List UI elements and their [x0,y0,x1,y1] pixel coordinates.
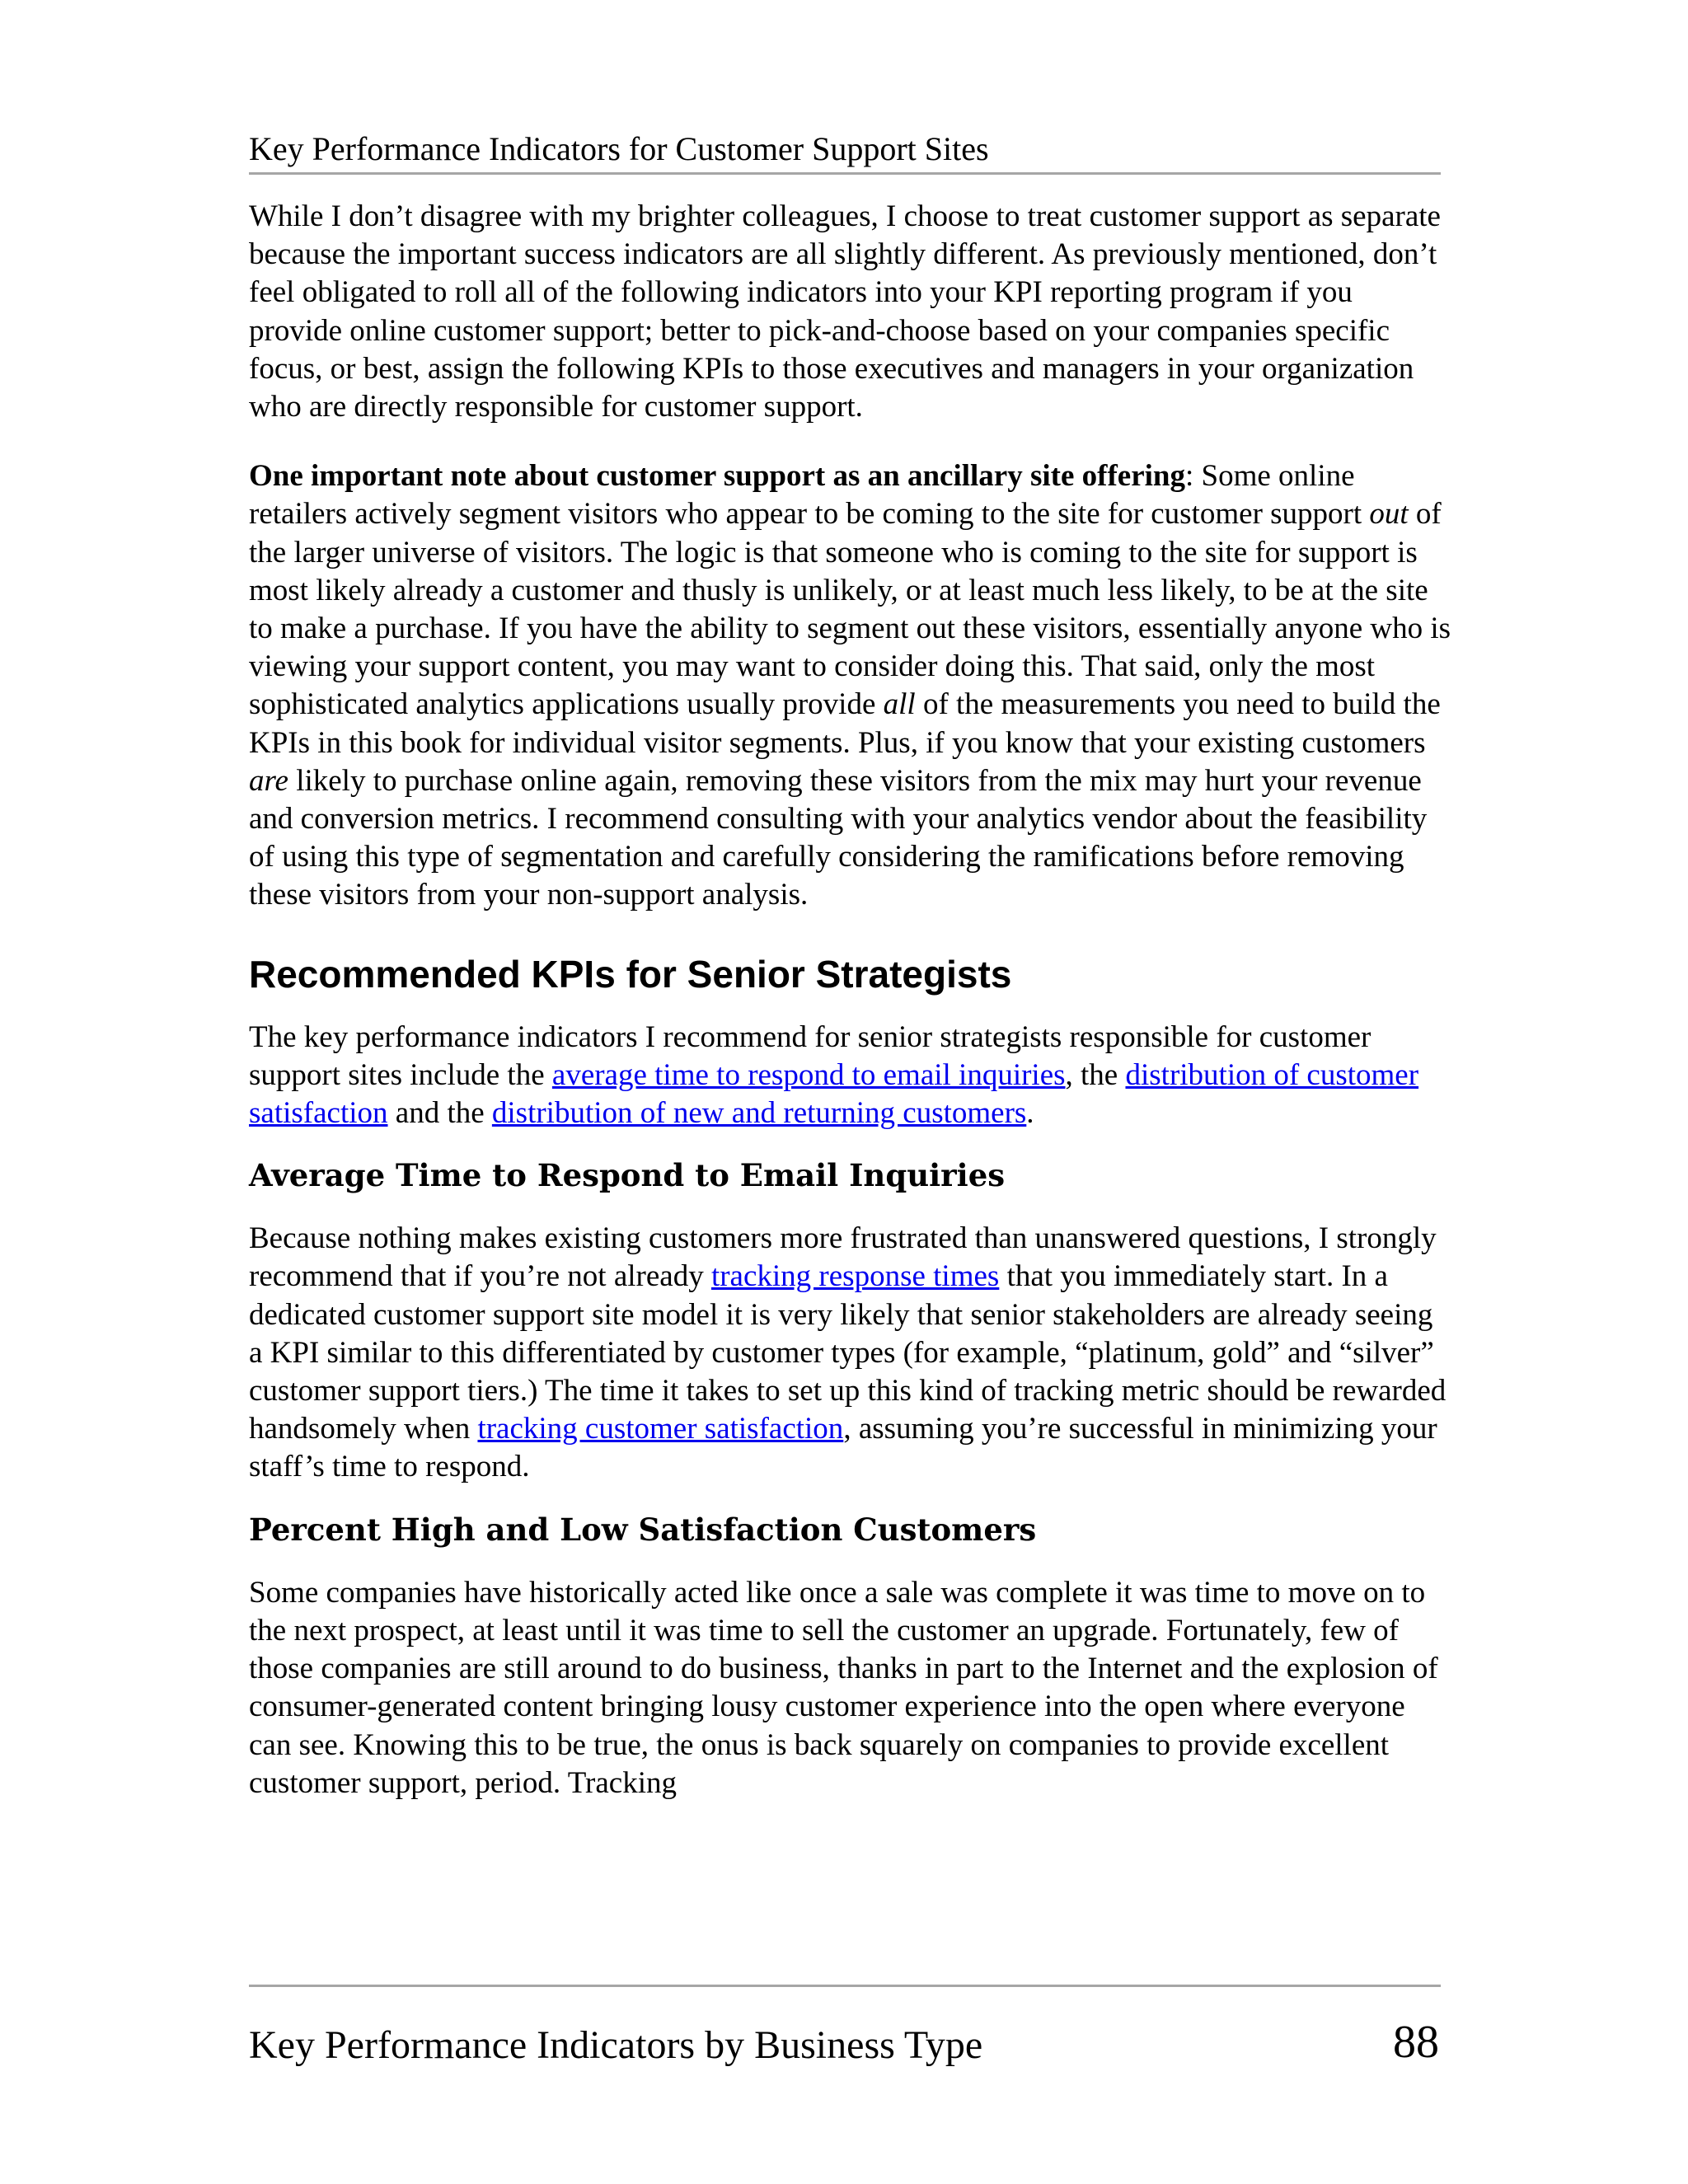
note-italic-out: out [1369,497,1409,532]
subheading-satisfaction: Percent High and Low Satisfaction Customers [249,1511,1037,1548]
footer-title: Key Performance Indicators by Business Type [249,2023,983,2067]
section-heading-senior-strategists: Recommended KPIs for Senior Strategists [249,952,1012,996]
page-content [249,198,1452,1802]
response-text-3: , assuming you’re successful in minimizing your staff’s time to respond. [249,1412,1437,1484]
link-average-time-to-respond[interactable]: average time to respond to email inquiries [551,1057,1066,1092]
response-text-1: Because nothing makes existing customers more frustrated than unanswered questions, I strongly recommend that if you’re not already [249,1221,1437,1294]
link-distribution-new-returning[interactable]: distribution of new and returning customers [491,1096,1027,1131]
subheading-average-time: Average Time to Respond to Email Inquiries [249,1157,1006,1194]
note-text-1: : Some online retailers actively segment visitors who appear to be coming to the site for customer support [249,459,1370,532]
note-italic-are: are [249,763,288,798]
kpi-text-3: and the [387,1096,492,1131]
note-italic-all: all [883,687,916,722]
intro-paragraph: While I don’t disagree with my brighter colleagues, I choose to treat customer support as separate because the important success indicators are all slightly different. As previously mentioned, don’t feel obligated to roll all of the following indicators into your KPI reporting program if you provide online customer support; better to pick-and-choose based on your companies specific focus, or best, assign the following KPIs to those executives and managers in your organization who are directly responsible for customer support. [249,199,1441,424]
kpi-text-1: The key performance indicators I recommend for senior strategists responsible for customer support sites include the [249,1019,1372,1092]
kpi-summary-paragraph [249,1019,1452,1133]
note-bold-lead: One important note about customer support as an ancillary site offering [249,459,1185,494]
note-paragraph [249,457,1452,914]
kpi-text-4: . [1026,1096,1034,1131]
response-text-2: that you immediately start. In a dedicated customer support site model it is very likely that senior stakeholders are already seeing a KPI similar to this differentiated by customer types (for example, “platinum, gold” and “silver” customer support tiers.) The time it takes to set up this kind of tracking metric should be rewarded handsomely when [249,1259,1447,1446]
page-number: 88 [1393,2017,1439,2068]
link-distribution-customer-satisfaction[interactable]: distribution of customer satisfaction [249,1057,1419,1131]
note-text-3: of the measurements you need to build the KPIs in this book for individual visitor segments. Plus, if you know that your existing customers [249,687,1441,760]
response-time-paragraph [249,1220,1452,1486]
page-header: Key Performance Indicators for Customer Support Sites [249,128,1441,175]
link-tracking-customer-satisfaction[interactable]: tracking customer satisfaction [477,1412,844,1446]
note-text-4: likely to purchase online again, removing these visitors from the mix may hurt your revenue and conversion metrics. I recommend consulting with your analytics vendor about the feasibility of using this type of segmentation and carefully considering the ramifications before removing these visitors from your non-support analysis. [249,763,1428,912]
kpi-text-2: , the [1065,1057,1126,1092]
note-text-2: of the larger universe of visitors. The logic is that someone who is coming to the site for support is most likely already a customer and thusly is unlikely, or at least much less likely, to be at the site to make a purchase. If you have the ability to segment out these visitors, essentially anyone who is viewing your support content, you may want to consider doing this. That said, only the most sophisticated analytics applications usually provide [249,497,1451,722]
link-tracking-response-times[interactable]: tracking response times [710,1259,1000,1294]
satisfaction-paragraph: Some companies have historically acted like once a sale was complete it was time to move on to the next prospect, at least until it was time to sell the customer an upgrade. Fortunately, few of those companies are still around to do business, thanks in part to the Internet and the explosion of consumer-generated content bringing lousy customer experience into the open where everyone can see. Knowing this to be true, the onus is back squarely on companies to provide excellent customer support, period. Tracking [249,1575,1438,1800]
footer-divider [249,1985,1441,1987]
